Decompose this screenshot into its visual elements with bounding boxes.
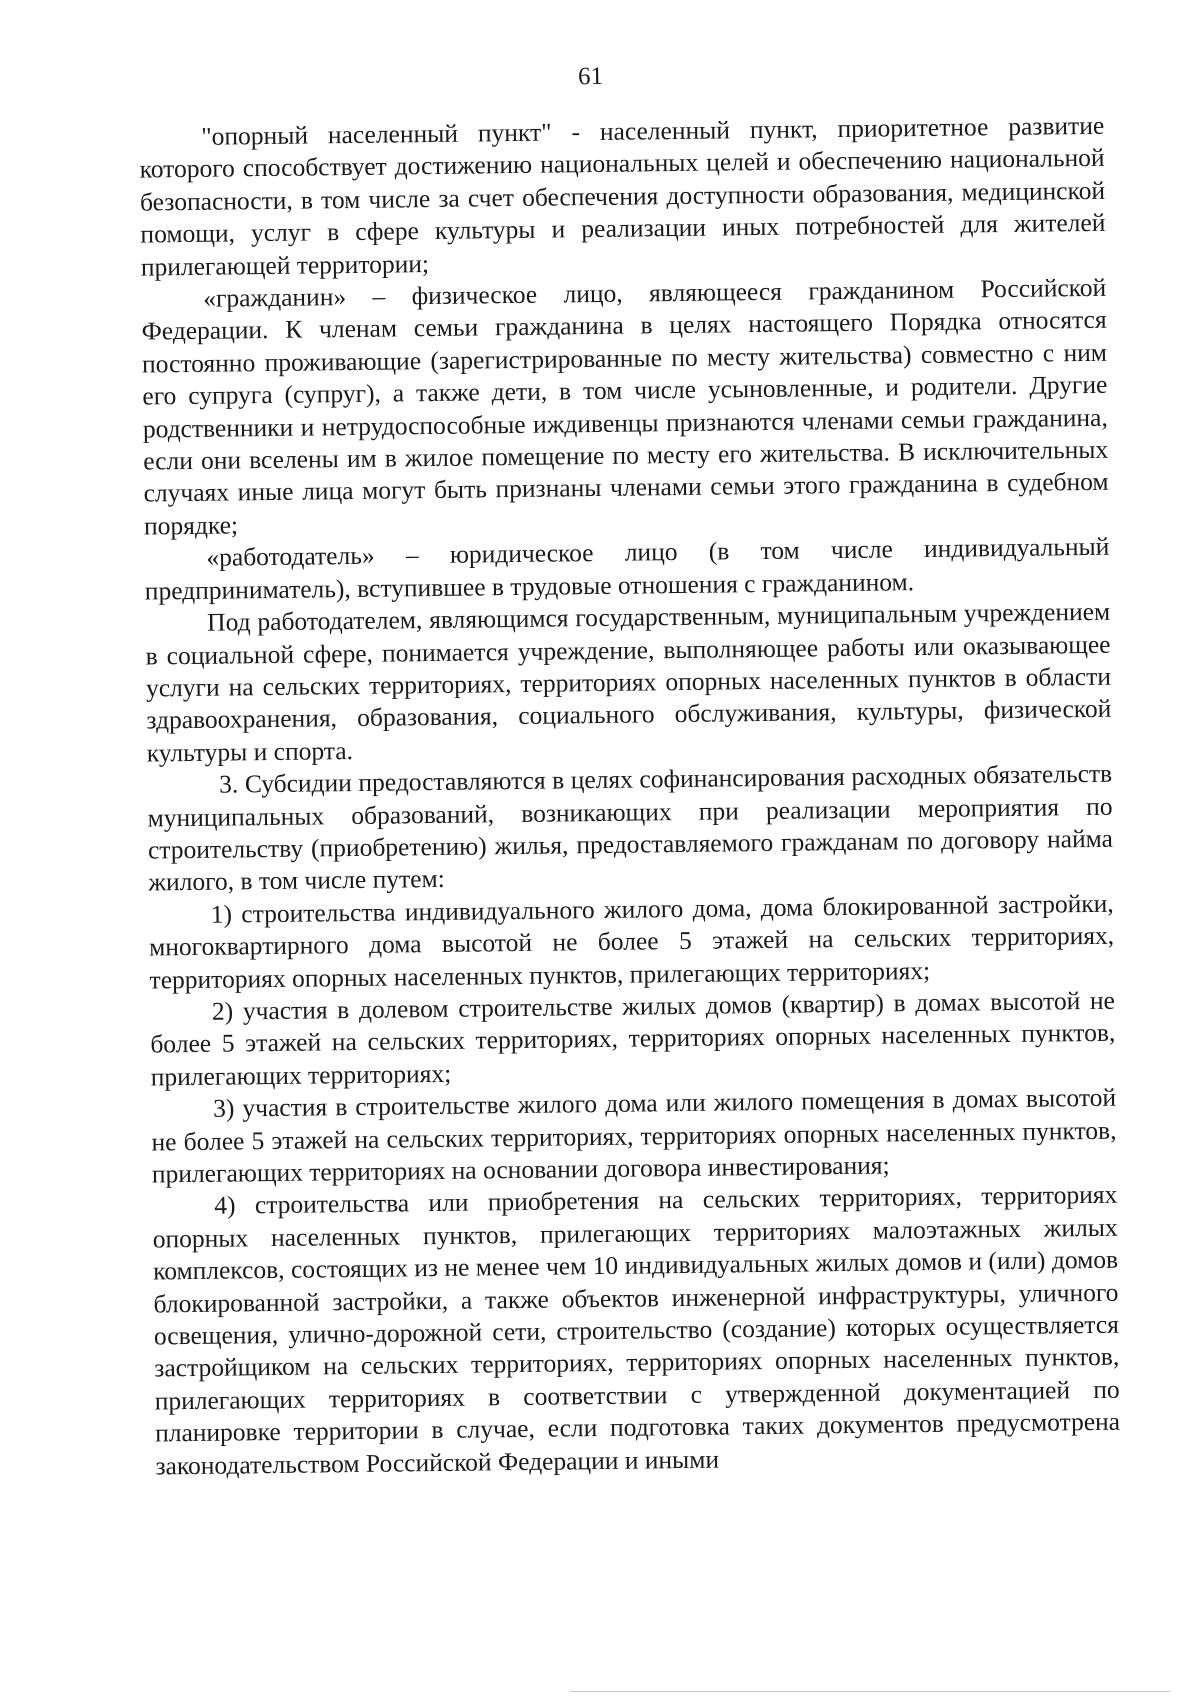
- paragraph-definition-support-settlement: "опорный населенный пункт" - населенный пункт, приоритетное развитие которого способствует достижению национальных целей и обеспечению национальной безопасности, в том числе за счет обеспечения доступности образования, медицинской помощи, услуг в сфере культуры и реализации иных потребностей для жителей прилегающей территории;: [139, 110, 1106, 282]
- paragraph-subitem-2: 2) участия в долевом строительстве жилых домов (квартир) в домах высотой не более 5 этажей на сельских территориях, территориях опорных населенных пунктов, прилегающих территориях;: [150, 985, 1116, 1092]
- paragraph-definition-citizen: «гражданин» – физическое лицо, являющееся гражданином Российской Федерации. К членам семьи гражданина в целях настоящего Порядка относятся постоянно проживающие (зарегистрированные по месту жительства) совместно с ним его супруга (супруг), а также дети, в том числе усыновленные, и родители. Другие родственники и нетрудоспособные иждивенцы признаются членами семьи гражданина, если они вселены им в жилое помещение по месту его жительства. В исключительных случаях иные лица могут быть признаны членами семьи этого гражданина в судебном порядке;: [141, 272, 1109, 541]
- paragraph-subitem-1: 1) строительства индивидуального жилого дома, дома блокированной застройки, многоквартирного дома высотой не более 5 этажей на сельских территориях, территориях опорных населенных пунктов, прилегающих территориях;: [148, 888, 1115, 995]
- page-number: 61: [577, 62, 604, 91]
- scan-edge-line: [570, 1691, 1170, 1692]
- paragraph-item-3-subsidies: 3. Субсидии предоставляются в целях софинансирования расходных обязательств муниципальных образований, возникающих при реализации мероприятия по строительству (приобретению) жилья, предоставляемого гражданам по договору найма жилого, в том числе путем:: [147, 758, 1114, 897]
- document-body: [139, 110, 1121, 1483]
- paragraph-subitem-4: 4) строительства или приобретения на сельских территориях, территориях опорных населенных пунктов, прилегающих территориях малоэтажных жилых комплексов, состоящих из не менее чем 10 индивидуальных жилых домов и (или) домов блокированной застройки, а также объектов инженерной инфраструктуры, уличного освещения, улично-дорожной сети, строительство (создание) которых осуществляется застройщиком на сельских территориях, территориях опорных населенных пунктов, прилегающих территориях в соответствии с утвержденной документацией по планировке территории в случае, если подготовка таких документов предусмотрена законодательством Российской Федерации и иными: [152, 1180, 1121, 1481]
- paragraph-employer-state-institution: Под работодателем, являющимся государственным, муниципальным учреждением в социальной сфере, понимается учреждение, выполняющее работы или оказывающее услуги на сельских территориях, территориях опорных населенных пунктов в области здравоохранения, образования, социального обслуживания, культуры, физической культуры и спорта.: [145, 596, 1112, 768]
- paragraph-subitem-3: 3) участия в строительстве жилого дома или жилого помещения в домах высотой не более 5 этажей на сельских территориях, территориях опорных населенных пунктов, прилегающих территориях на основании договора инвестирования;: [151, 1082, 1117, 1189]
- paragraph-definition-employer: «работодатель» – юридическое лицо (в том числе индивидуальный предприниматель), вступившее в трудовые отношения с гражданином.: [144, 532, 1110, 606]
